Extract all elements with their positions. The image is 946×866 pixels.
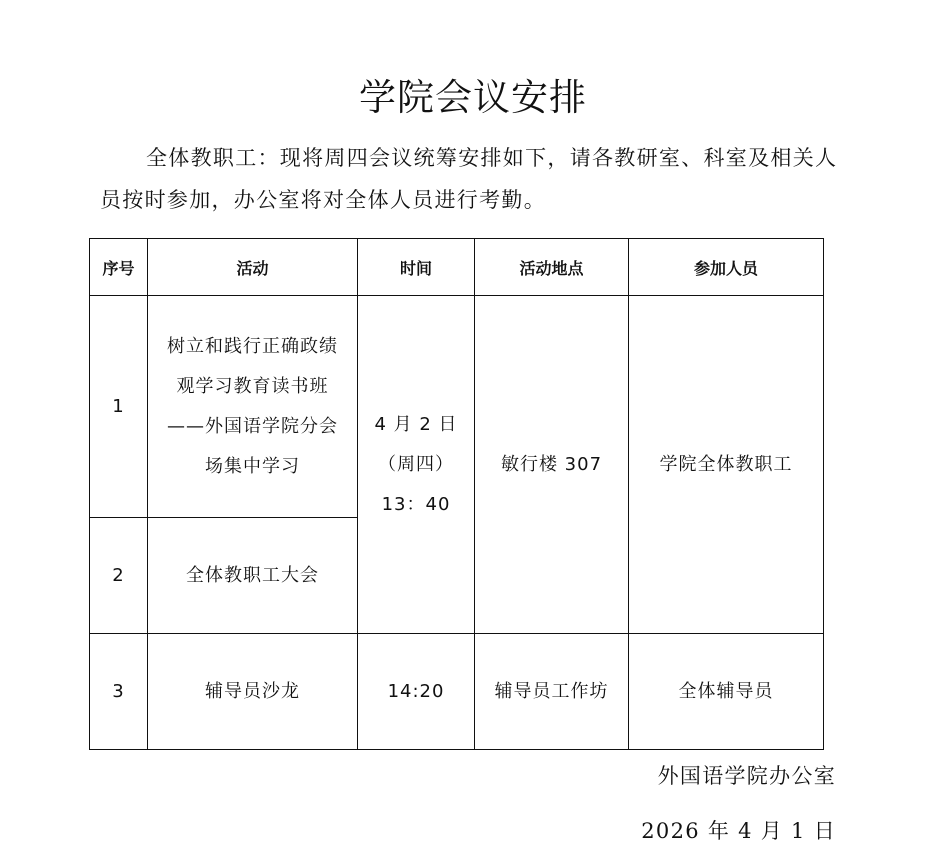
table-row [90, 296, 824, 518]
header-participants: 参加人员 [629, 239, 824, 296]
shared-participants-cell: 学院全体教职工 [629, 296, 824, 634]
row-no: 1 [90, 296, 148, 518]
schedule-table [89, 238, 824, 750]
row-no: 2 [90, 518, 148, 634]
issuer-signature: 外国语学院办公室 [657, 764, 836, 788]
row-activity: 辅导员沙龙 [148, 634, 358, 750]
header-no: 序号 [90, 239, 148, 296]
row-no: 3 [90, 634, 148, 750]
row-time: 14:20 [358, 634, 475, 750]
shared-time-cell [358, 296, 475, 634]
header-location: 活动地点 [475, 239, 629, 296]
header-time: 时间 [358, 239, 475, 296]
time-date: 4 月 2 日 [374, 413, 458, 435]
document-title: 学院会议安排 [359, 76, 587, 119]
time-weekday: （周四） [378, 453, 454, 475]
row-activity: 全体教职工大会 [148, 518, 358, 634]
intro-paragraph: 全体教职工：现将周四会议统筹安排如下，请各教研室、科室及相关人员按时参加，办公室将对全体人员进行考勤。 [100, 146, 838, 212]
time-clock: 13：40 [381, 493, 451, 515]
row-participants: 全体辅导员 [629, 634, 824, 750]
table-header-row [90, 239, 824, 296]
row-activity [148, 296, 358, 518]
activity-text: 树立和践行正确政绩观学习教育读书班——外国语学院分会场集中学习 [167, 335, 338, 477]
header-activity: 活动 [148, 239, 358, 296]
issue-date: 2026 年 4 月 1 日 [641, 819, 836, 843]
shared-location-cell: 敏行楼 307 [475, 296, 629, 634]
table-row [90, 634, 824, 750]
row-location: 辅导员工作坊 [475, 634, 629, 750]
